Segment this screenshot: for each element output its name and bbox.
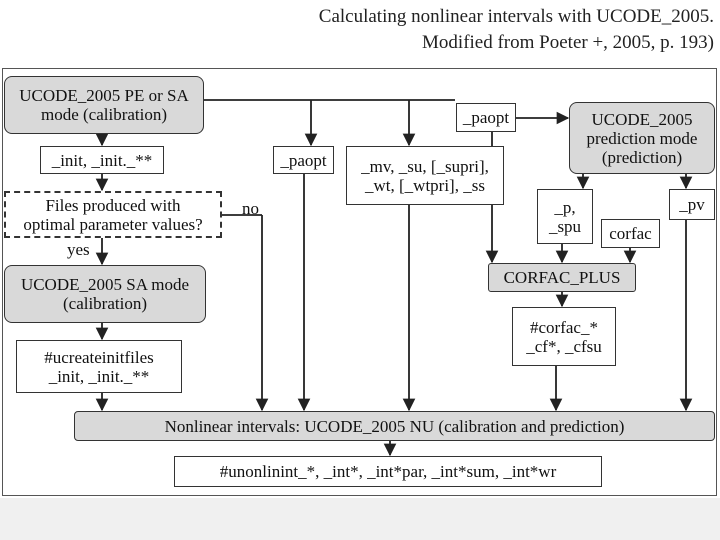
init-files-text: _init, _init._** [51, 150, 153, 170]
nonlinear-intervals-text: Nonlinear intervals: UCODE_2005 NU (calibration and prediction) [164, 416, 625, 436]
sa-mode-line-2: (calibration) [62, 294, 147, 313]
prediction-mode-line-1: UCODE_2005 [591, 109, 693, 129]
output-files-text: #unonlinint_*, _int*, _int*par, _int*sum, _int*wr [219, 462, 557, 481]
corfac-plus-text: CORFAC_PLUS [503, 268, 621, 287]
mv-files-line-2: _wt, [_wtpri], _ss [365, 175, 485, 195]
paopt-left-box [273, 146, 334, 174]
p-spu-box [537, 189, 593, 244]
pv-box [669, 189, 715, 220]
p-spu-line-1: _p, [554, 197, 576, 217]
corfac-text: corfac [609, 224, 652, 243]
pe-sa-mode-line-1: UCODE_2005 PE or SA [19, 86, 189, 105]
files-question-line-1: Files produced with [45, 195, 181, 215]
prediction-mode-box [569, 102, 715, 174]
ucreateinit-line-1: #ucreateinitfiles [44, 347, 154, 367]
output-files-box [174, 456, 602, 487]
mv-files-line-1: _mv, _su, [_supri], [361, 156, 489, 176]
pv-text: _pv [679, 195, 705, 214]
files-question-box [4, 191, 222, 238]
edge-label-no: no [242, 199, 259, 218]
edge-label-yes: yes [67, 240, 90, 259]
corfac-box [601, 219, 660, 248]
prediction-mode-line-2: prediction mode [586, 128, 698, 148]
pe-sa-mode-line-2: mode (calibration) [40, 105, 168, 124]
caption-line-1: Calculating nonlinear intervals with UCODE_2005. [318, 6, 714, 27]
caption-line-2: Modified from Poeter +, 2005, p. 193) [422, 32, 714, 53]
corfac-plus-box [488, 263, 636, 292]
mv-files-box [346, 146, 504, 205]
ucreateinit-box [16, 340, 182, 393]
paopt-top-text: _paopt [462, 108, 510, 127]
pe-sa-mode-box [4, 76, 204, 134]
corfac-out-box [512, 307, 616, 366]
paopt-top-box [456, 103, 516, 132]
p-spu-line-2: _spu [548, 216, 582, 236]
sa-mode-line-1: UCODE_2005 SA mode [20, 275, 190, 294]
init-files-box [40, 146, 164, 174]
paopt-left-text: _paopt [280, 150, 327, 170]
sa-mode-box [4, 265, 206, 323]
prediction-mode-line-3: (prediction) [601, 147, 683, 167]
corfac-out-line-2: _cf*, _cfsu [526, 336, 602, 356]
nonlinear-intervals-box [74, 411, 715, 441]
ucreateinit-line-2: _init, _init._** [48, 366, 150, 386]
corfac-out-line-1: #corfac_* [530, 317, 598, 337]
files-question-line-2: optimal parameter values? [23, 214, 203, 234]
